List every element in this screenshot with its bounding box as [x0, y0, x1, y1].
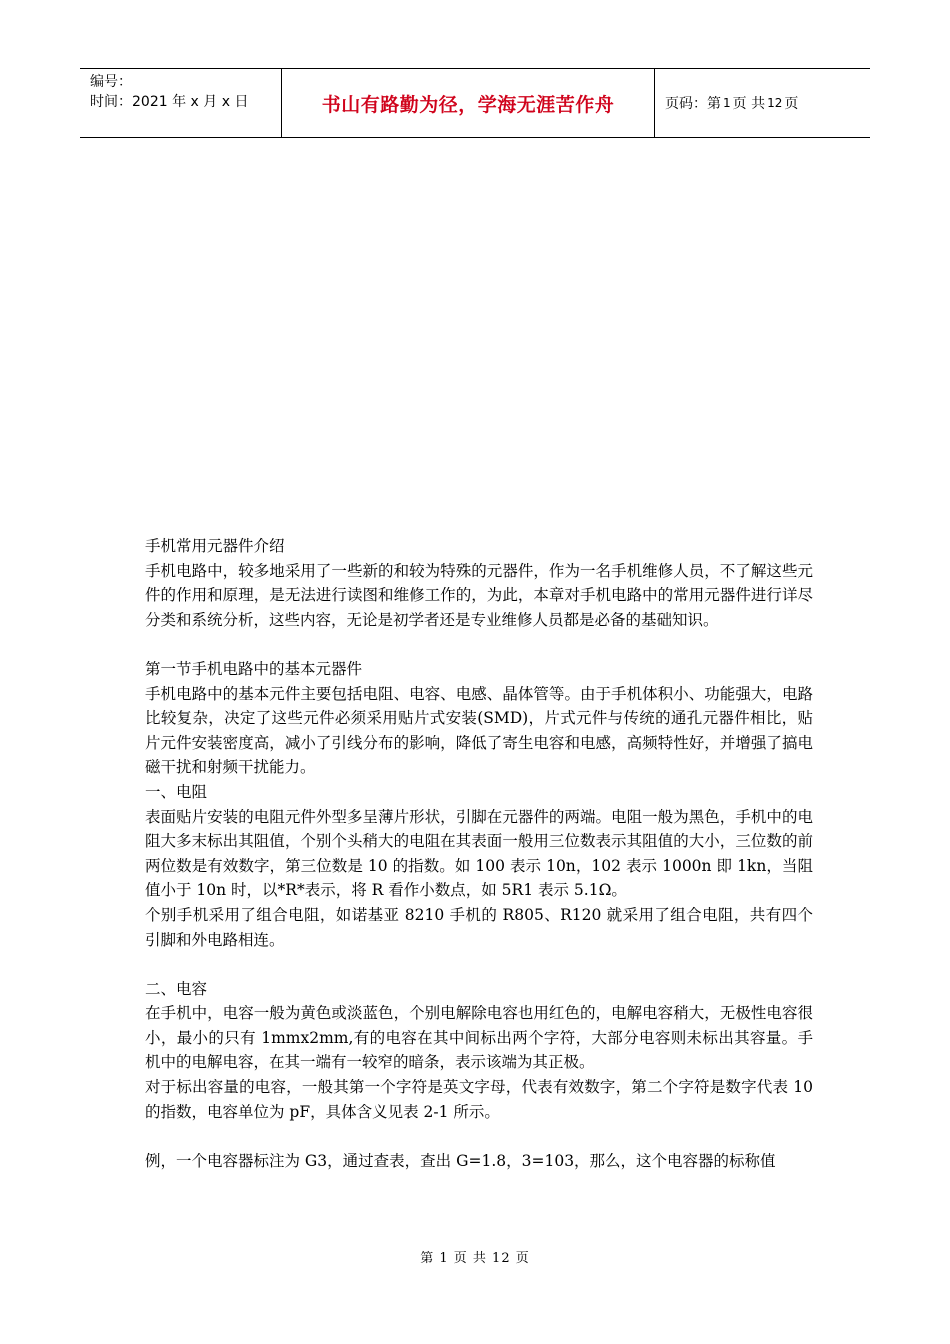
spacer — [145, 1124, 813, 1149]
header-page-cell — [655, 69, 870, 137]
header-table — [80, 68, 870, 138]
header-motto-cell — [281, 69, 655, 137]
capacitor-paragraph-2: 对于标出容量的电容，一般其第一个字符是英文字母，代表有效数字，第二个字符是数字代表 10 的指数，电容单位为 pF，具体含义见表 2-1 所示。 — [145, 1078, 813, 1121]
page-mid: 页 共 — [732, 96, 766, 112]
intro-paragraph: 手机电路中，较多地采用了一些新的和较为特殊的元器件，作为一名手机维修人员，不了解这些元件的作用和原理，是无法进行读图和维修工作的，为此，本章对手机电路中的常用元器件进行详尽分类和系统分析，这些内容，无论是初学者还是专业维修人员都是必备的基础知识。 — [145, 561, 813, 629]
resistor-paragraph-1: 表面贴片安装的电阻元件外型多呈薄片形状，引脚在元器件的两端。电阻一般为黑色，手机中的电阻大多末标出其阻值，个别个头稍大的电阻在其表面一般用三位数表示其阻值的大小，三位数的前两位数是有效数字，第三位数是 10 的指数。如 100 表示 10n，102 表示 1000n 即 1kn，当阻值小于 10n 时，以*R*表示，将 R 看作小数点，如 5R1 表示 5.1Ω。 — [145, 807, 813, 900]
page-footer: 第 1 页 共 12 页 — [420, 1251, 530, 1266]
time-label: 时间：2021 年 x 月 x 日 — [90, 94, 249, 110]
document-body — [145, 534, 813, 1173]
section1-heading: 第一节手机电路中的基本元器件 — [145, 659, 363, 678]
example-paragraph: 例，一个电容器标注为 G3，通过查表，查出 G=1.8，3=103，那么，这个电容器的标称值 — [145, 1151, 776, 1170]
page-prefix: 页码：第 — [665, 96, 721, 112]
page-total: 12 — [767, 96, 783, 110]
page-current: 1 — [723, 96, 731, 110]
serial-label: 编号： — [90, 74, 132, 90]
capacitor-heading: 二、电容 — [145, 979, 208, 998]
section1-paragraph: 手机电路中的基本元件主要包括电阻、电容、电感、晶体管等。由于手机体积小、功能强大，电路比较复杂，决定了这些元件必须采用贴片式安装(SMD)，片式元件与传统的通孔元器件相比，贴片元件安装密度高，减小了引线分布的影响，降低了寄生电容和电感，高频特性好，并增强了搞电磁干扰和射频干扰能力。 — [145, 684, 813, 777]
header-meta-cell — [80, 69, 281, 137]
doc-title: 手机常用元器件介绍 — [145, 537, 285, 555]
spacer — [145, 952, 813, 977]
motto: 书山有路勤为径，学海无涯苦作舟 — [321, 93, 615, 116]
page-suffix: 页 — [784, 96, 799, 112]
capacitor-paragraph-1: 在手机中，电容一般为黄色或淡蓝色，个别电解除电容也用红色的，电解电容稍大，无极性电容很小，最小的只有 1mmx2mm,有的电容在其中间标出两个字符，大部分电容则未标出其容量。手机中的电解电容，在其一端有一较窄的暗条，表示该端为其正极。 — [145, 1004, 813, 1072]
spacer — [145, 632, 813, 657]
resistor-heading: 一、电阻 — [145, 782, 208, 801]
resistor-paragraph-2: 个别手机采用了组合电阻，如诺基亚 8210 手机的 R805、R120 就采用了组合电阻，共有四个引脚和外电路相连。 — [145, 905, 813, 949]
